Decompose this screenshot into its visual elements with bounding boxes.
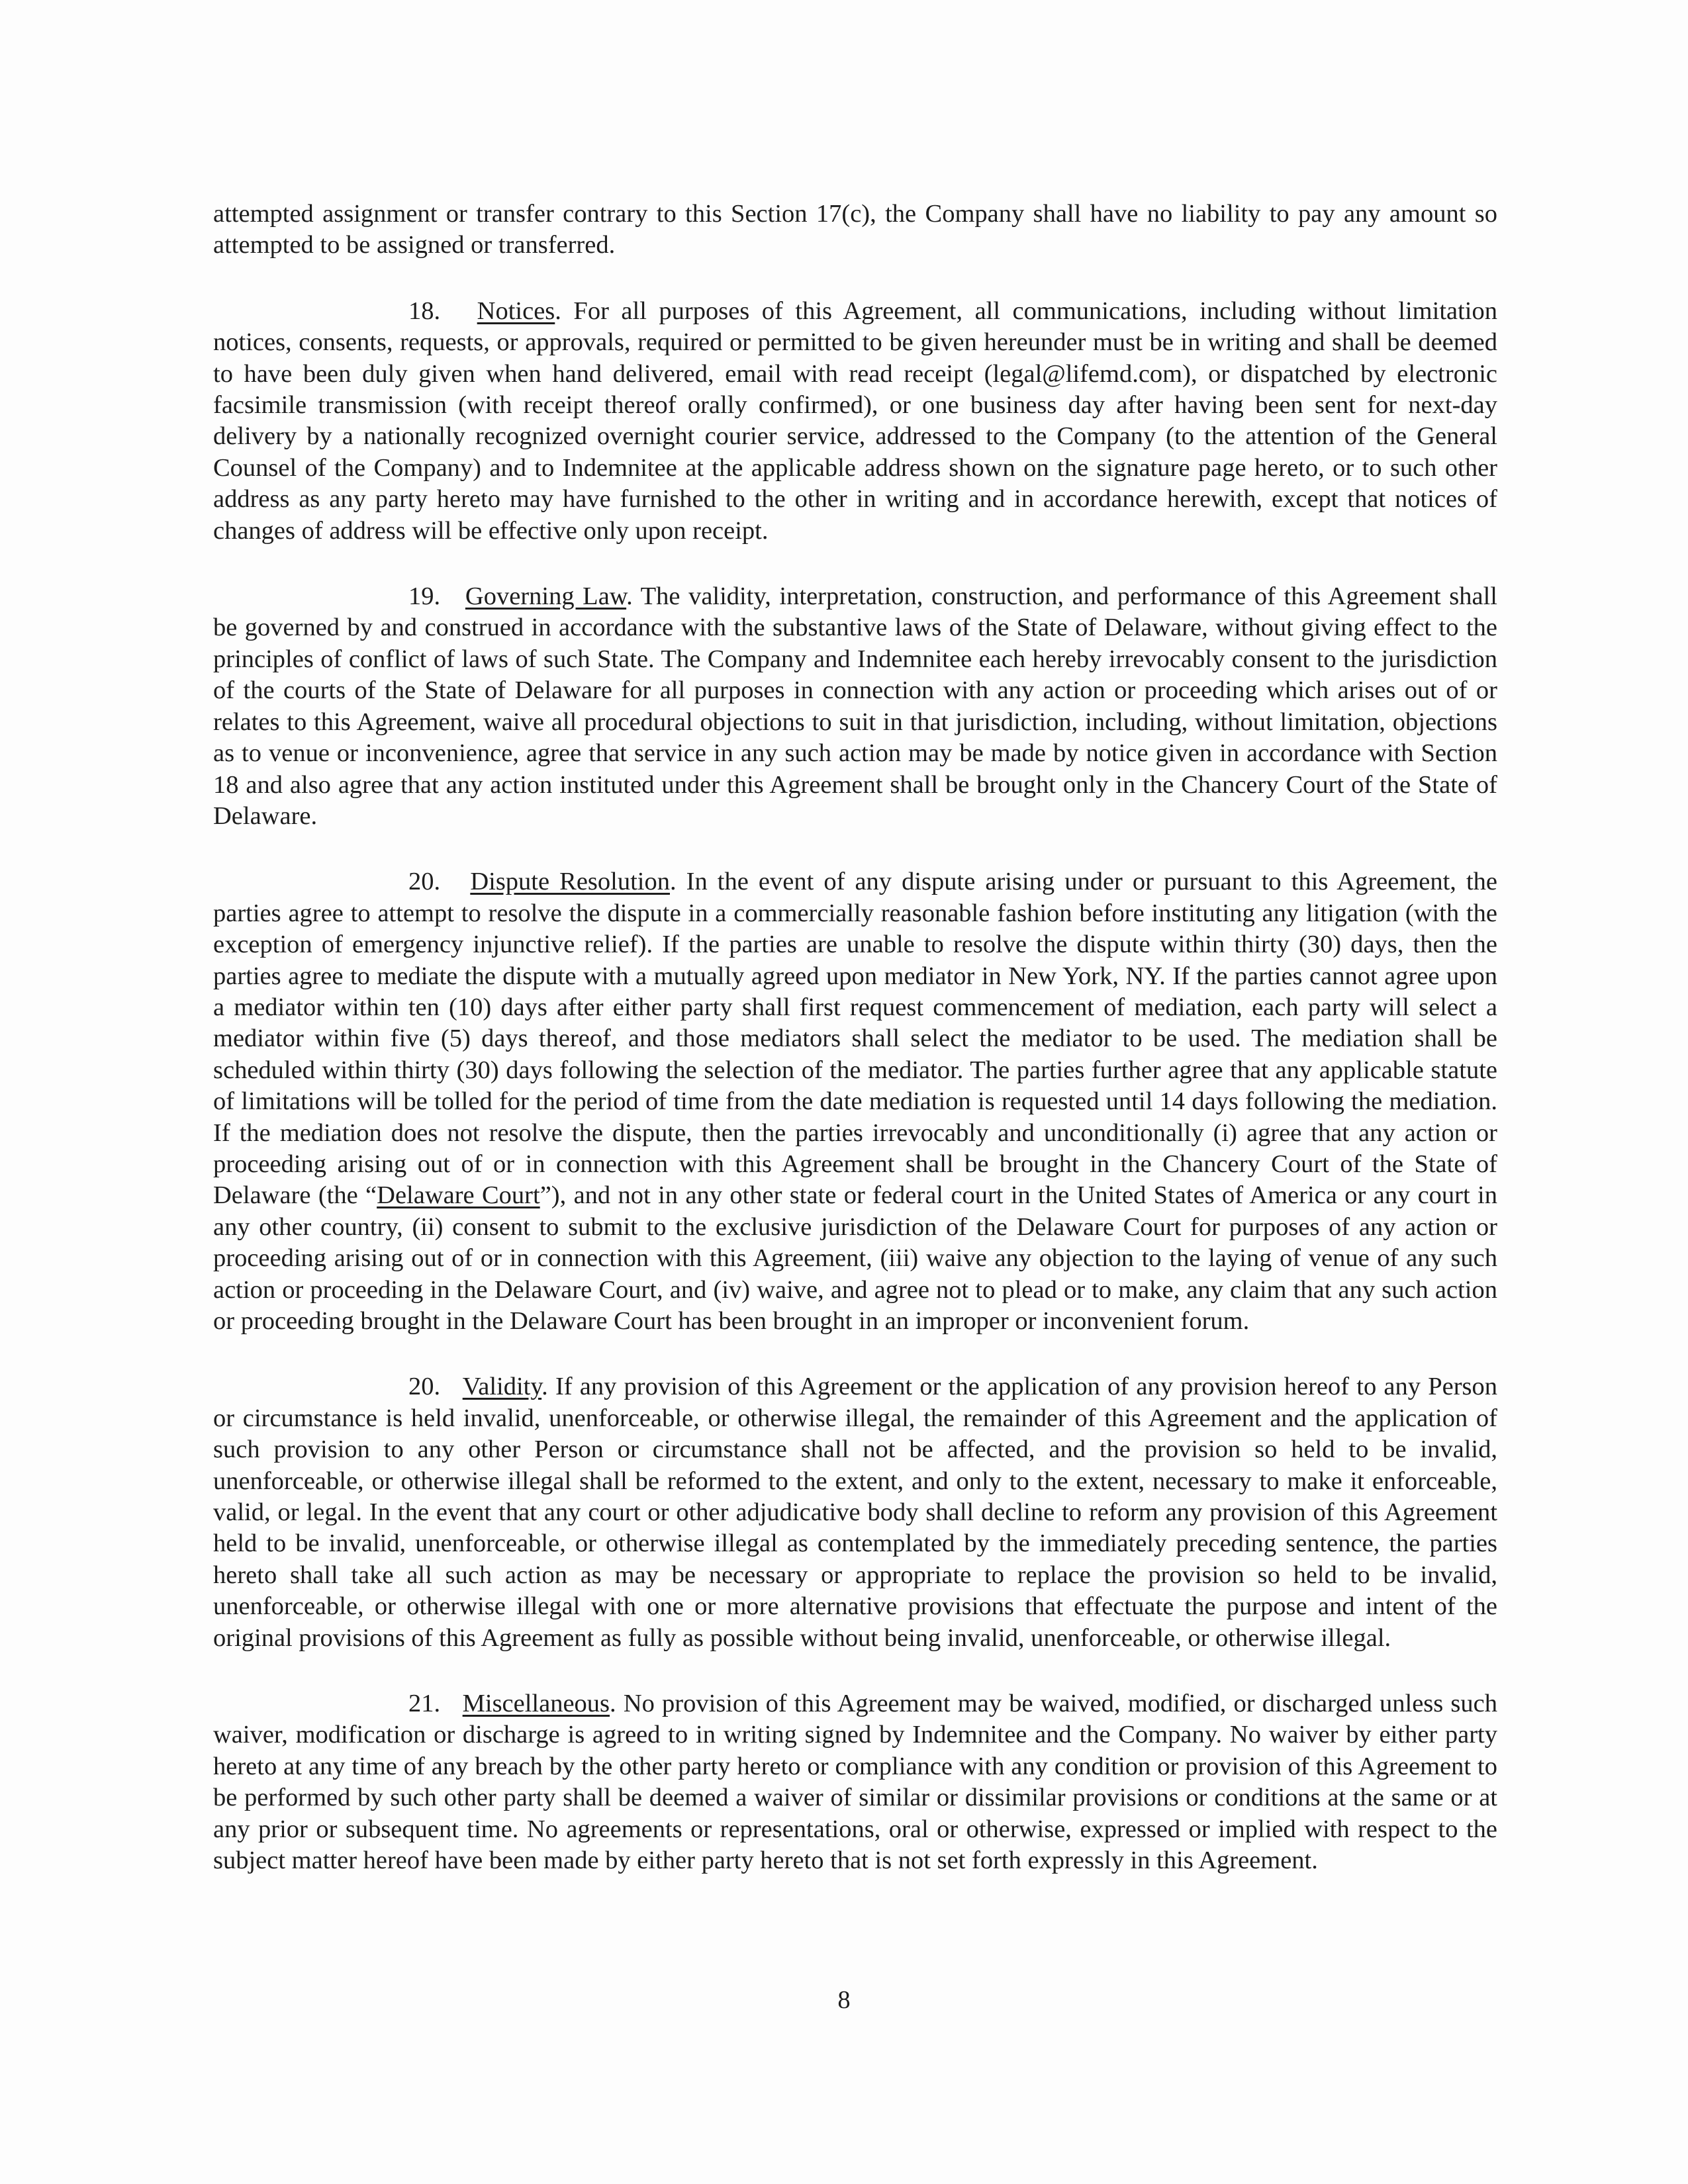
section-19-governing-law — [213, 581, 1497, 832]
section-20-validity — [213, 1371, 1497, 1654]
section-number: 21. — [408, 1690, 441, 1718]
section-heading: Governing Law — [465, 582, 627, 611]
section-text-a: . In the event of any dispute arising under or pursuant to this Agreement, the parties agree to attempt to resolve the dispute in a commercially reasonable fashion before instituting any litigation (with the exception of emergency injunctive relief). If the parties are unable to resolve the dispute within thirty (30) days, then the parties agree to mediate the dispute with a mutually agreed upon mediator in New York, NY. If the parties cannot agree upon a mediator within ten (10) days after either party shall first request commencement of mediation, each party will select a mediator within five (5) days thereof, and those mediators shall select the mediator to be used. The mediation shall be scheduled within thirty (30) days following the selection of the mediator. The parties further agree that any applicable statute of limitations will be tolled for the period of time from the date mediation is requested until 14 days following the mediation. If the mediation does not resolve the dispute, then the parties irrevocably and unconditionally (i) agree that any action or proceeding arising out of or in connection with this Agreement shall be brought in the Chancery Court of the State of Delaware (the “ — [213, 868, 1498, 1210]
section-21-miscellaneous — [213, 1688, 1497, 1876]
continuation-paragraph — [213, 199, 1497, 261]
section-heading: Notices — [477, 296, 555, 325]
section-text: . No provision of this Agreement may be waived, modified, or discharged unless such waiver, modification or discharge is agreed to in writing signed by Indemnitee and the Company. No waiver by either party hereto at any time of any breach by the other party hereto or compliance with any condition or provision of this Agreement to be performed by such other party shall be deemed a waiver of similar or dissimilar provisions or conditions at the same or at any prior or subsequent time. No agreements or representations, oral or otherwise, expressed or implied with respect to the subject matter hereof have been made by either party hereto that is not set forth expressly in this Agreement. — [213, 1690, 1497, 1875]
continuation-text: attempted assignment or transfer contrary to this Section 17(c), the Company shall have no liability to pay any amount so attempted to be assigned or transferred. — [213, 200, 1497, 259]
document-body — [213, 199, 1497, 1911]
section-number: 20. — [408, 868, 441, 896]
section-text: . The validity, interpretation, construction, and performance of this Agreement shall be governed by and construed in accordance with the substantive laws of the State of Delaware, without giving effect to the principles of conflict of laws of such State. The Company and Indemnitee each hereby irrevocably consent to the jurisdiction of the courts of the State of Delaware for all purposes in connection with any action or proceeding which arises out of or relates to this Agreement, waive all procedural objections to suit in that jurisdiction, including, without limitation, objections as to venue or inconvenience, agree that service in any such action may be made by notice given in accordance with Section 18 and also agree that any action instituted under this Agreement shall be brought only in the Chancery Court of the State of Delaware. — [213, 582, 1497, 830]
page-number: 8 — [837, 1986, 851, 2014]
section-text: . If any provision of this Agreement or the application of any provision hereof to any Person or circumstance is held invalid, unenforceable, or otherwise illegal, the remainder of this Agreement and the application of such provision to any other Person or circumstance shall not be affected, and the provision so held to be invalid, unenforceable, or otherwise illegal shall be reformed to the extent, and only to the extent, necessary to make it enforceable, valid, or legal. In the event that any court or other adjudicative body shall decline to reform any provision of this Agreement held to be invalid, unenforceable, or otherwise illegal as contemplated by the immediately preceding sentence, the parties hereto shall take all such action as may be necessary or appropriate to replace the provision so held to be invalid, unenforceable, or otherwise illegal with one or more alternative provisions that effectuate the purpose and intent of the original provisions of this Agreement as fully as possible without being invalid, unenforceable, or otherwise illegal. — [213, 1373, 1498, 1652]
defined-term-delaware-court: Delaware Court — [377, 1181, 540, 1210]
section-text: . For all purposes of this Agreement, all communications, including without limitation notices, consents, requests, or approvals, required or permitted to be given hereunder must be in writing and shall be deemed to have been duly given when hand delivered, email with read receipt (legal@lifemd.com), or dispatched by electronic facsimile transmission (with receipt thereof orally confirmed), or one business day after having been sent for next-day delivery by a nationally recognized overnight courier service, addressed to the Company (to the attention of the General Counsel of the Company) and to Indemnitee at the applicable address shown on the signature page hereto, or to such other address as any party hereto may have furnished to the other in writing and in accordance herewith, except that notices of changes of address will be effective only upon receipt. — [213, 296, 1497, 545]
section-number: 20. — [408, 1373, 441, 1401]
section-heading: Dispute Resolution — [470, 868, 670, 896]
section-text-b: ”), and not in any other state or federal court in the United States of America or any court in any other country, (ii) consent to submit to the exclusive jurisdiction of the Delaware Court for purposes of any action or proceeding arising out of or in connection with this Agreement, (iii) waive any objection to the laying of venue of any such action or proceeding in the Delaware Court, and (iv) waive, and agree not to plead or to make, any claim that any such action or proceeding brought in the Delaware Court has been brought in an improper or inconvenient forum. — [213, 1181, 1497, 1335]
section-18-notices — [213, 296, 1497, 547]
section-number: 18. — [408, 296, 441, 325]
section-heading: Miscellaneous — [462, 1690, 610, 1718]
section-heading: Validity — [462, 1373, 542, 1401]
section-number: 19. — [408, 582, 441, 611]
section-20-dispute-resolution — [213, 866, 1497, 1337]
